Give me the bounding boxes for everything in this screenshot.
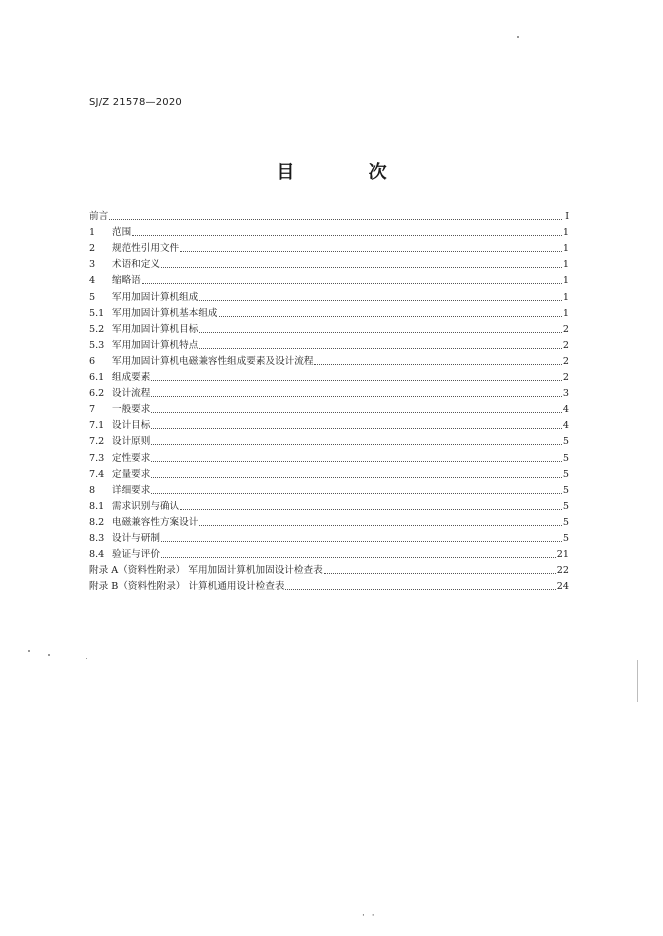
toc-entry[interactable] [89,497,569,513]
toc-entry[interactable] [89,304,569,320]
toc-dot-leader [151,492,562,494]
toc-entry-page: 1 [562,259,569,271]
toc-entry[interactable] [89,255,569,271]
toc-entry[interactable] [89,287,569,303]
toc-entry-number: 7.2 [89,436,105,448]
toc-dot-leader [199,347,562,349]
toc-entry[interactable] [89,448,569,464]
toc-entry-page: 1 [562,243,569,255]
toc-entry[interactable] [89,352,569,368]
toc-entry-page: 1 [562,275,569,287]
toc-dot-leader [180,250,562,252]
toc-entry-label: 定量要求 [112,468,151,480]
toc-entry-label: 缩略语 [112,275,141,287]
toc-entry-number: 8.3 [89,532,105,544]
toc-entry-number: 2 [89,243,96,255]
toc-entry-number: 6.2 [89,388,105,400]
toc-dot-leader [151,443,562,445]
toc-dot-leader [314,363,561,365]
scan-speck [86,658,87,659]
toc-entry-page: 2 [562,323,569,335]
toc-entry-label: 附录 A（资料性附录） 军用加固计算机加固设计检查表 [89,565,323,577]
toc-entry[interactable] [89,223,569,239]
table-of-contents [89,207,569,593]
toc-entry-number: 7.1 [89,420,105,432]
toc-entry-number: 3 [89,259,96,271]
toc-entry-label: 设计流程 [112,388,151,400]
toc-dot-leader [132,234,562,236]
toc-entry-page: 1 [562,291,569,303]
toc-entry-number: 8.2 [89,516,105,528]
toc-entry-page: 21 [556,549,569,561]
toc-dot-leader [109,218,562,220]
page-footer-mark: · · [362,911,377,921]
toc-entry-label: 附录 B（资料性附录） 计算机通用设计检查表 [89,581,285,593]
toc-entry-label: 一般要求 [112,404,151,416]
toc-entry-label: 范围 [112,227,132,239]
toc-entry-label: 详细要求 [112,484,151,496]
toc-entry-label: 军用加固计算机组成 [112,291,199,303]
toc-entry-number: 7 [89,404,96,416]
page-title: 目 次 [276,162,421,183]
toc-entry-label: 定性要求 [112,452,151,464]
toc-entry-page: 5 [562,484,569,496]
toc-entry-label: 规范性引用文件 [112,243,180,255]
toc-entry[interactable] [89,207,569,223]
toc-dot-leader [285,588,555,590]
toc-entry-page: 3 [562,388,569,400]
toc-entry[interactable] [89,416,569,432]
toc-entry[interactable] [89,481,569,497]
toc-entry-page: 5 [562,516,569,528]
toc-entry[interactable] [89,577,569,593]
toc-entry[interactable] [89,336,569,352]
toc-entry-number: 5 [89,291,96,303]
toc-dot-leader [151,460,562,462]
toc-entry[interactable] [89,529,569,545]
toc-entry-label: 需求识别与确认 [112,500,180,512]
toc-entry-label: 军用加固计算机特点 [112,339,199,351]
toc-dot-leader [199,331,562,333]
toc-entry-label: 设计目标 [112,420,151,432]
toc-entry-page: 4 [562,404,569,416]
toc-entry-page: 5 [562,532,569,544]
toc-entry-number: 5.2 [89,323,105,335]
toc-entry-page: 5 [562,452,569,464]
toc-entry[interactable] [89,432,569,448]
toc-entry-page: 24 [556,581,569,593]
toc-dot-leader [142,282,562,284]
toc-dot-leader [180,508,562,510]
toc-entry-page: I [565,211,569,223]
toc-dot-leader [199,524,562,526]
toc-dot-leader [161,556,556,558]
toc-entry-number: 8.4 [89,549,105,561]
toc-dot-leader [161,266,562,268]
toc-entry-number: 7.3 [89,452,105,464]
toc-dot-leader [151,476,562,478]
toc-entry[interactable] [89,513,569,529]
toc-entry-label: 电磁兼容性方案设计 [112,516,199,528]
scan-speck [28,650,30,652]
toc-entry-page: 5 [562,468,569,480]
toc-entry-label: 设计原则 [112,436,151,448]
scan-edge-line [637,660,638,702]
toc-entry-page: 2 [562,355,569,367]
toc-entry[interactable] [89,400,569,416]
toc-entry-label: 军用加固计算机目标 [112,323,199,335]
toc-entry-page: 2 [562,372,569,384]
toc-dot-leader [219,315,562,317]
toc-entry-number: 6 [89,355,96,367]
toc-entry[interactable] [89,368,569,384]
toc-dot-leader [151,411,562,413]
toc-entry[interactable] [89,320,569,336]
toc-entry-number: 7.4 [89,468,105,480]
toc-entry-label: 验证与评价 [112,549,160,561]
toc-entry-page: 5 [562,436,569,448]
toc-entry-label: 组成要素 [112,372,151,384]
toc-entry-page: 2 [562,339,569,351]
toc-entry-label: 军用加固计算机电磁兼容性组成要素及设计流程 [112,355,314,367]
standard-code: SJ/Z 21578—2020 [89,97,182,108]
toc-entry-number: 5.1 [89,307,105,319]
toc-entry-number: 4 [89,275,96,287]
toc-entry-page: 1 [562,307,569,319]
toc-entry-label: 设计与研制 [112,532,160,544]
toc-dot-leader [151,395,562,397]
toc-dot-leader [151,427,562,429]
scan-speck [517,36,519,38]
toc-entry-page: 22 [556,565,569,577]
toc-dot-leader [151,379,562,381]
toc-entry-page: 5 [562,500,569,512]
toc-entry-number: 8 [89,484,96,496]
toc-dot-leader [199,299,562,301]
toc-entry[interactable] [89,239,569,255]
toc-entry-number: 5.3 [89,339,105,351]
toc-dot-leader [161,540,562,542]
toc-entry[interactable] [89,561,569,577]
toc-entry[interactable] [89,384,569,400]
scan-speck [48,654,50,656]
toc-entry-label: 术语和定义 [112,259,160,271]
toc-entry[interactable] [89,271,569,287]
toc-entry-page: 1 [562,227,569,239]
toc-entry[interactable] [89,545,569,561]
toc-entry-number: 6.1 [89,372,105,384]
toc-entry-page: 4 [562,420,569,432]
toc-dot-leader [324,572,556,574]
toc-entry-number: 1 [89,227,96,239]
toc-entry[interactable] [89,465,569,481]
toc-entry-label: 军用加固计算机基本组成 [112,307,218,319]
toc-entry-number: 8.1 [89,500,105,512]
toc-entry-label: 前言 [89,211,109,223]
